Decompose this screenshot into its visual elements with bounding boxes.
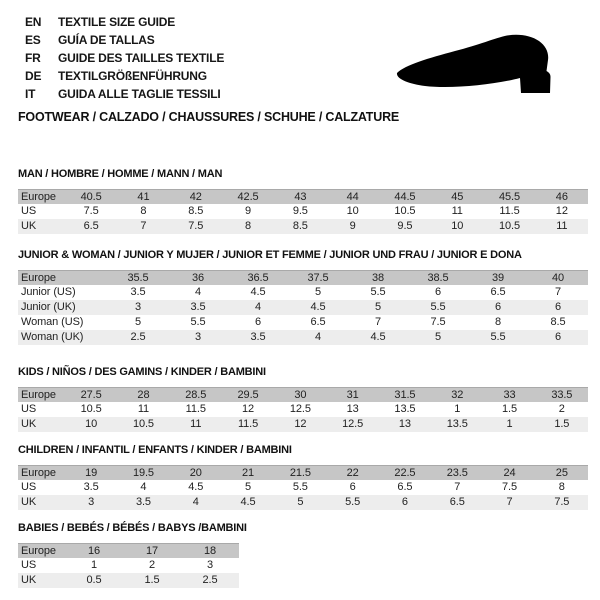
size-cell: 13.5 (446, 418, 468, 430)
size-cell: 44 (346, 191, 359, 203)
size-cell: 6.5 (449, 496, 465, 508)
size-cell: 22 (346, 467, 359, 479)
size-cell: 10.5 (80, 403, 102, 415)
section-title: BABIES / BEBÉS / BÉBÉS / BABYS /BAMBINI (18, 522, 247, 534)
table-row (18, 558, 239, 573)
size-cell: 6 (494, 301, 502, 313)
size-cell: 1 (506, 418, 513, 430)
language-code: IT (25, 87, 36, 101)
table-row (18, 285, 588, 300)
size-cell: 4.5 (188, 481, 204, 493)
size-cell: 36.5 (247, 272, 269, 284)
language-code: DE (25, 69, 42, 83)
size-cell: 5 (434, 331, 442, 343)
row-label: Junior (UK) (21, 301, 76, 313)
row-label: Europe (21, 272, 56, 284)
size-cell: 7 (506, 496, 513, 508)
row-label: Woman (UK) (21, 331, 84, 343)
size-table (18, 270, 588, 345)
table-row (18, 495, 588, 510)
size-cell: 4.5 (310, 301, 326, 313)
category-title: FOOTWEAR / CALZADO / CHAUSSURES / SCHUHE / CALZATURE (18, 110, 400, 124)
size-cell: 8 (558, 481, 565, 493)
size-cell: 33.5 (551, 389, 573, 401)
size-cell: 6.5 (490, 286, 506, 298)
size-cell: 23.5 (446, 467, 468, 479)
table-row (18, 204, 588, 219)
size-cell: 7.5 (502, 481, 518, 493)
size-cell: 1.5 (554, 418, 570, 430)
language-code: FR (25, 51, 41, 65)
language-row (25, 13, 224, 31)
size-cell: 40 (551, 272, 565, 284)
row-label: US (21, 481, 37, 493)
size-cell: 18 (203, 545, 217, 557)
size-cell: 6 (254, 316, 262, 328)
language-row (25, 85, 224, 103)
size-cell: 6 (554, 331, 562, 343)
size-cell: 8 (494, 316, 502, 328)
size-cell: 3 (134, 301, 142, 313)
size-cell: 12 (555, 205, 568, 217)
size-cell: 11.5 (237, 418, 259, 430)
size-section-children (18, 444, 588, 510)
size-cell: 19 (85, 467, 98, 479)
row-label: Europe (21, 467, 56, 479)
size-cell: 43 (294, 191, 307, 203)
language-list (25, 13, 224, 103)
size-cell: 10.5 (499, 220, 521, 232)
size-cell: 45.5 (499, 191, 521, 203)
table-row (18, 189, 588, 204)
language-label: GUIDA ALLE TAGLIE TESSILI (58, 87, 221, 101)
size-cell: 5.5 (190, 316, 206, 328)
size-cell: 1 (90, 559, 98, 571)
size-cell: 7 (140, 220, 147, 232)
size-cell: 12.5 (289, 403, 311, 415)
size-cell: 7.5 (188, 220, 204, 232)
size-cell: 42 (189, 191, 202, 203)
size-cell: 13.5 (394, 403, 416, 415)
size-cell: 3 (88, 496, 95, 508)
table-row (18, 402, 588, 417)
size-cell: 6 (401, 496, 408, 508)
table-row (18, 270, 588, 285)
size-cell: 8 (140, 205, 147, 217)
size-table (18, 465, 588, 510)
size-cell: 31.5 (394, 389, 416, 401)
size-cell: 2 (148, 559, 156, 571)
language-label: TEXTILE SIZE GUIDE (58, 15, 176, 29)
size-cell: 5.5 (430, 301, 446, 313)
size-cell: 2 (558, 403, 565, 415)
size-cell: 1.5 (502, 403, 518, 415)
table-row (18, 219, 588, 234)
language-row (25, 67, 224, 85)
size-cell: 5.5 (370, 286, 386, 298)
size-cell: 3.5 (135, 496, 151, 508)
size-cell: 2.5 (130, 331, 146, 343)
size-cell: 11.5 (185, 403, 206, 415)
size-cell: 5.5 (292, 481, 308, 493)
table-row (18, 465, 588, 480)
size-cell: 5 (134, 316, 142, 328)
size-cell: 4 (140, 481, 147, 493)
size-cell: 12.5 (342, 418, 364, 430)
language-row (25, 31, 224, 49)
row-label: UK (21, 496, 37, 508)
size-cell: 8.5 (188, 205, 204, 217)
size-cell: 13 (398, 418, 411, 430)
row-label: Junior (US) (21, 286, 76, 298)
size-cell: 41 (137, 191, 150, 203)
size-cell: 4.5 (370, 331, 386, 343)
language-code: ES (25, 33, 41, 47)
size-cell: 6.5 (397, 481, 413, 493)
size-cell: 2.5 (202, 574, 218, 586)
size-cell: 6 (554, 301, 562, 313)
size-cell: 3 (194, 331, 202, 343)
size-cell: 21 (242, 467, 255, 479)
size-cell: 11.5 (499, 205, 520, 217)
size-cell: 10 (451, 220, 464, 232)
size-cell: 42.5 (237, 191, 259, 203)
size-cell: 10.5 (132, 418, 154, 430)
language-label: GUÍA DE TALLAS (58, 33, 155, 47)
size-cell: 45 (451, 191, 464, 203)
size-cell: 11 (190, 418, 202, 430)
row-label: Europe (21, 191, 56, 203)
table-row (18, 300, 588, 315)
size-cell: 36 (191, 272, 205, 284)
size-cell: 9.5 (292, 205, 308, 217)
size-cell: 35.5 (127, 272, 149, 284)
size-cell: 13 (346, 403, 359, 415)
size-cell: 8.5 (550, 316, 566, 328)
size-cell: 3.5 (83, 481, 99, 493)
size-cell: 3.5 (250, 331, 266, 343)
size-cell: 7 (374, 316, 382, 328)
size-cell: 39 (491, 272, 505, 284)
size-cell: 4.5 (250, 286, 266, 298)
size-cell: 32 (451, 389, 464, 401)
size-cell: 3.5 (190, 301, 206, 313)
size-cell: 25 (555, 467, 568, 479)
row-label: UK (21, 220, 37, 232)
size-cell: 40.5 (80, 191, 102, 203)
size-cell: 10 (85, 418, 98, 430)
size-cell: 5 (374, 301, 382, 313)
row-label: Europe (21, 545, 56, 557)
size-cell: 6.5 (310, 316, 326, 328)
row-label: US (21, 205, 37, 217)
size-cell: 4 (254, 301, 262, 313)
size-cell: 8.5 (292, 220, 308, 232)
size-cell: 5 (297, 496, 304, 508)
size-cell: 5 (245, 481, 252, 493)
language-row (25, 49, 224, 67)
size-cell: 3.5 (130, 286, 146, 298)
size-cell: 28 (137, 389, 150, 401)
size-table (18, 387, 588, 432)
size-section-kids (18, 366, 588, 432)
size-cell: 9 (349, 220, 356, 232)
size-cell: 6 (434, 286, 442, 298)
size-cell: 20 (189, 467, 202, 479)
section-title: CHILDREN / INFANTIL / ENFANTS / KINDER / BAMBINI (18, 444, 292, 456)
size-cell: 11 (451, 205, 463, 217)
size-cell: 9 (245, 205, 252, 217)
size-cell: 30 (294, 389, 307, 401)
size-cell: 0.5 (86, 574, 102, 586)
row-label: Europe (21, 389, 56, 401)
size-cell: 33 (503, 389, 516, 401)
size-cell: 7 (554, 286, 562, 298)
size-cell: 7.5 (554, 496, 570, 508)
size-cell: 5.5 (345, 496, 361, 508)
size-cell: 4 (192, 496, 199, 508)
size-cell: 7.5 (83, 205, 99, 217)
size-cell: 21.5 (289, 467, 311, 479)
size-section-junior-woman (18, 249, 588, 345)
language-label: TEXTILGRÖßENFÜHRUNG (58, 69, 207, 83)
table-row (18, 387, 588, 402)
table-row (18, 417, 588, 432)
size-cell: 9.5 (397, 220, 413, 232)
language-code: EN (25, 15, 42, 29)
size-cell: 24 (503, 467, 516, 479)
table-row (18, 543, 239, 558)
row-label: UK (21, 418, 37, 430)
size-cell: 6 (349, 481, 356, 493)
size-cell: 5.5 (490, 331, 506, 343)
size-cell: 7.5 (430, 316, 446, 328)
size-cell: 46 (555, 191, 568, 203)
size-cell: 38.5 (427, 272, 449, 284)
row-label: UK (21, 574, 37, 586)
size-table (18, 543, 239, 588)
table-row (18, 480, 588, 495)
table-row (18, 330, 588, 345)
size-cell: 22.5 (394, 467, 416, 479)
language-label: GUIDE DES TAILLES TEXTILE (58, 51, 225, 65)
size-cell: 7 (454, 481, 461, 493)
size-cell: 27.5 (80, 389, 102, 401)
size-table (18, 189, 588, 234)
size-section-babies (18, 522, 588, 588)
section-title: KIDS / NIÑOS / DES GAMINS / KINDER / BAMBINI (18, 366, 266, 378)
size-cell: 3 (206, 559, 214, 571)
size-cell: 11 (137, 403, 150, 415)
section-title: MAN / HOMBRE / HOMME / MANN / MAN (18, 168, 223, 180)
row-label: US (21, 403, 37, 415)
size-cell: 12 (294, 418, 307, 430)
size-cell: 1.5 (144, 574, 160, 586)
size-cell: 1 (454, 403, 461, 415)
size-cell: 11 (556, 220, 568, 232)
size-cell: 17 (145, 545, 159, 557)
size-cell: 10 (346, 205, 359, 217)
size-cell: 31 (346, 389, 359, 401)
size-cell: 19.5 (132, 467, 154, 479)
size-cell: 16 (87, 545, 101, 557)
size-cell: 44.5 (394, 191, 416, 203)
size-cell: 5 (314, 286, 322, 298)
size-cell: 29.5 (237, 389, 259, 401)
size-cell: 37.5 (307, 272, 329, 284)
table-row (18, 315, 588, 330)
size-cell: 6.5 (83, 220, 99, 232)
size-section-man (18, 168, 588, 234)
table-row (18, 573, 239, 588)
size-cell: 28.5 (185, 389, 207, 401)
size-cell: 4 (314, 331, 322, 343)
row-label: Woman (US) (21, 316, 84, 328)
size-cell: 38 (371, 272, 385, 284)
size-cell: 4 (194, 286, 202, 298)
size-cell: 12 (242, 403, 255, 415)
size-cell: 4.5 (240, 496, 256, 508)
size-cell: 10.5 (394, 205, 416, 217)
section-title: JUNIOR & WOMAN / JUNIOR Y MUJER / JUNIOR ET FEMME / JUNIOR UND FRAU / JUNIOR E DONA (18, 249, 522, 261)
shoe-icon (393, 33, 575, 97)
row-label: US (21, 559, 37, 571)
size-cell: 8 (245, 220, 252, 232)
